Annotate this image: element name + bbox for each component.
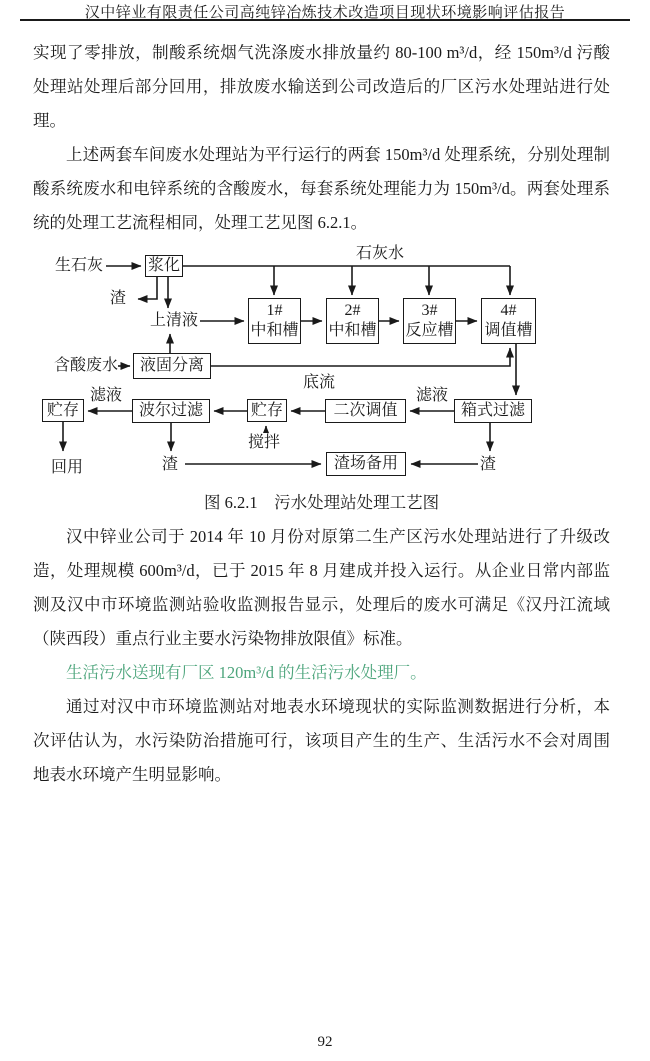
node-neutralization-tank-2 (326, 298, 379, 344)
label-reuse: 回用 (51, 459, 84, 476)
label-filtrate-right: 滤液 (416, 387, 449, 404)
paragraph-3: 汉中锌业公司于 2014 年 10 月份对原第二生产区污水处理站进行了升级改造，处理规模 600m³/d，已于 2015 年 8 月建成并投入运行。从企业日常内部监测及汉中市环境监测站验收监测报告显示，处理后的废水可满足《汉丹江流域（陕西段）重点行业主要水污染物排放限值》标准。 (33, 527, 610, 648)
node-tank4-number: 4# (500, 302, 517, 319)
page-number: 92 (317, 1034, 333, 1050)
node-bohr-filter: 波尔过滤 (132, 399, 210, 423)
label-acid-wastewater: 含酸废水 (54, 357, 119, 374)
node-tank2-number: 2# (344, 302, 361, 319)
label-filtrate-left: 滤液 (90, 387, 123, 404)
node-secondary-adjustment: 二次调值 (325, 399, 406, 423)
header-rule (20, 19, 630, 21)
node-storage-middle: 贮存 (247, 399, 287, 422)
label-quicklime: 生石灰 (55, 257, 104, 274)
node-tank2-label: 中和槽 (328, 322, 377, 339)
page-body (33, 36, 610, 792)
node-box-filter: 箱式过滤 (454, 399, 532, 423)
process-flow-diagram (20, 240, 630, 486)
label-lime-water: 石灰水 (356, 245, 405, 262)
label-supernatant: 上清液 (150, 312, 199, 329)
label-slag-bottom-right: 渣 (480, 456, 497, 473)
paragraph-5: 通过对汉中市环境监测站对地表水环境现状的实际监测数据进行分析，本次评估认为，水污染防治措施可行，该项目产生的生产、生活污水不会对周围地表水环境产生明显影响。 (33, 697, 610, 784)
label-underflow: 底流 (303, 374, 336, 391)
label-stirring: 搅拌 (248, 434, 281, 451)
paragraph-4-green: 生活污水送现有厂区 120m³/d 的生活污水处理厂。 (66, 663, 427, 682)
paragraph-1: 实现了零排放，制酸系统烟气洗涤废水排放量约 80-100 m³/d，经 150m³/d 污酸处理站处理后部分回用，排放废水输送到公司改造后的厂区污水处理站进行处理。 (33, 43, 610, 130)
label-slag-top: 渣 (110, 290, 127, 307)
node-slurrying: 浆化 (145, 255, 183, 277)
node-tank4-label: 调值槽 (484, 322, 533, 339)
node-solid-liquid-separation: 液固分离 (133, 353, 211, 379)
node-tank3-label: 反应槽 (405, 322, 454, 339)
node-tank3-number: 3# (421, 302, 438, 319)
page-header-title: 汉中锌业有限责任公司高纯锌冶炼技术改造项目现状环境影响评估报告 (84, 5, 566, 21)
node-adjustment-tank-4 (481, 298, 536, 344)
node-storage-left: 贮存 (42, 399, 84, 422)
label-slag-bottom-left: 渣 (162, 456, 179, 473)
node-neutralization-tank-1 (248, 298, 301, 344)
node-reaction-tank-3 (403, 298, 456, 344)
node-tank1-label: 中和槽 (250, 322, 299, 339)
node-slag-yard-standby: 渣场备用 (326, 452, 406, 476)
figure-caption: 图 6.2.1 污水处理站处理工艺图 (203, 493, 440, 512)
paragraph-2: 上述两套车间废水处理站为平行运行的两套 150m³/d 处理系统，分别处理制酸系统废水和电锌系统的含酸废水，每套系统处理能力为 150m³/d。两套处理系统的处理工艺流程相同，处理工艺见图 6.2.1。 (33, 145, 610, 232)
node-tank1-number: 1# (266, 302, 283, 319)
